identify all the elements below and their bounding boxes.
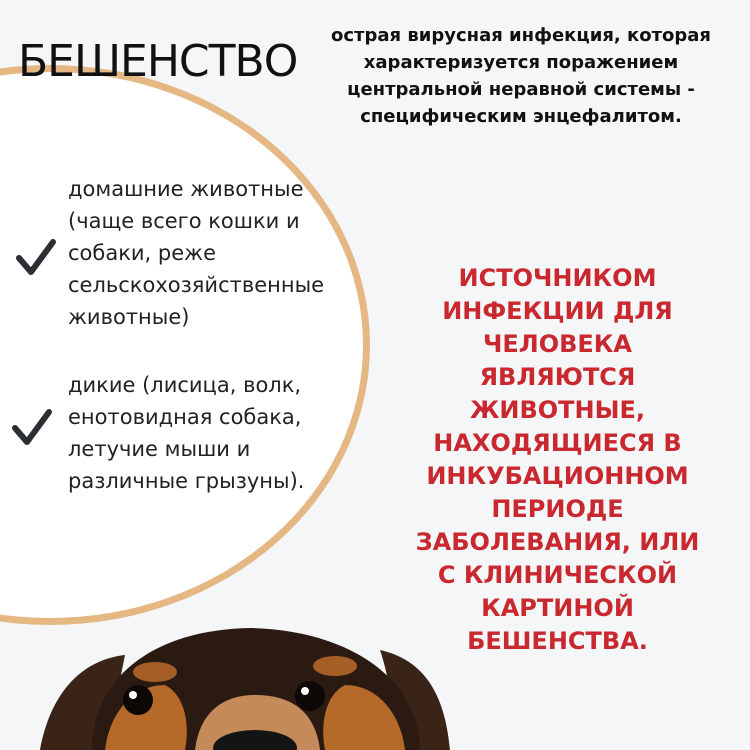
decorative-circle: [0, 65, 370, 625]
list-item-domestic: домашние животные (чаще всего кошки и собаки, реже сельскохозяйственные животные): [68, 177, 325, 329]
infection-source-text: ИСТОЧНИКОМ ИНФЕКЦИИ ДЛЯ ЧЕЛОВЕКА ЯВЛЯЮТСЯ ЖИВОТНЫЕ, НАХОДЯЩИЕСЯ В ИНКУБАЦИОННОМ ПЕРИОДЕ ЗАБОЛЕВАНИЯ, ИЛИ С КЛИНИЧЕСКОЙ КАРТИНОЙ БЕШЕНСТВА.: [415, 264, 700, 655]
list-item-wild: дикие (лисица, волк, енотовидная собака, летучие мыши и различные грызуны).: [68, 373, 305, 493]
definition-text: острая вирусная инфекция, которая характеризуется поражением центральной неравной системы - специфическим энцефалитом.: [331, 25, 711, 127]
checkmark-icon: [14, 236, 58, 280]
checkmark-icon: [10, 406, 54, 450]
page-title: БЕШЕНСТВО: [18, 36, 298, 87]
dog-photo: [0, 600, 750, 750]
